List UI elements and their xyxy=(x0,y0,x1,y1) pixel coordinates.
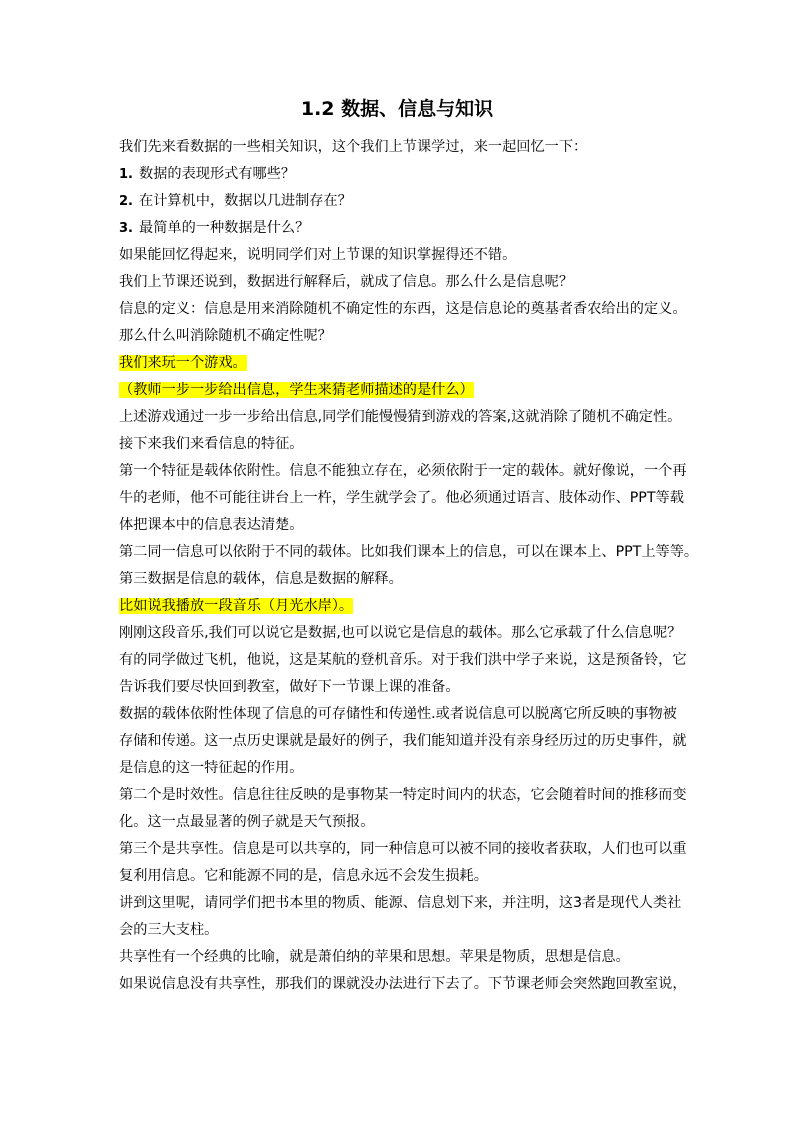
item-number: 2. xyxy=(119,194,133,209)
highlighted-text: 我们来玩一个游戏。 xyxy=(119,355,247,371)
paragraph-text: 数据的载体依附性体现了信息的可存储性和传递性.或者说信息可以脱离它所反映的事物被 xyxy=(119,706,677,722)
paragraph-line xyxy=(119,269,689,296)
paragraph-text: 第三数据是信息的载体，信息是数据的解释。 xyxy=(119,571,403,587)
paragraph-text: 接下来我们来看信息的特征。 xyxy=(119,436,304,452)
paragraph-line xyxy=(119,458,689,485)
paragraph-text: 我们先来看数据的一些相关知识，这个我们上节课学过，来一起回忆一下： xyxy=(119,139,588,155)
paragraph-line xyxy=(119,350,689,377)
numbered-item xyxy=(119,161,689,188)
paragraph-text: 如果能回忆得起来，说明同学们对上节课的知识掌握得还不错。 xyxy=(119,247,517,263)
paragraph-line xyxy=(119,917,689,944)
paragraph-line xyxy=(119,512,689,539)
paragraph-line xyxy=(119,404,689,431)
paragraph-line xyxy=(119,566,689,593)
paragraph-line xyxy=(119,836,689,863)
paragraph-line xyxy=(119,485,689,512)
paragraph-text: 讲到这里呢，请同学们把书本里的物质、能源、信息划下来，并注明，这3者是现代人类社 xyxy=(119,895,682,911)
paragraph-text: 那么什么叫消除随机不确定性呢？ xyxy=(119,328,332,344)
paragraph-line xyxy=(119,323,689,350)
paragraph-text: 复利用信息。它和能源不同的是，信息永远不会发生损耗。 xyxy=(119,868,488,884)
paragraph-text: 告诉我们要尽快回到教室，做好下一节课上课的准备。 xyxy=(119,679,460,695)
paragraph-text: 是信息的这一特征起的作用。 xyxy=(119,760,304,776)
item-number: 3. xyxy=(119,221,133,236)
paragraph-text: 存储和传递。这一点历史课就是最好的例子，我们能知道并没有亲身经历过的历史事件，就 xyxy=(119,733,687,749)
numbered-item xyxy=(119,215,689,242)
paragraph-line xyxy=(119,377,689,404)
document-title: 1.2 数据、信息与知识 xyxy=(300,98,494,120)
paragraph-text: 如果说信息没有共享性，那我们的课就没办法进行下去了。下节课老师会突然跑回教室说， xyxy=(119,976,687,992)
paragraph-text: 刚刚这段音乐,我们可以说它是数据,也可以说它是信息的载体。那么它承载了什么信息呢？ xyxy=(119,625,682,641)
document-body xyxy=(119,134,699,998)
paragraph-text: 最简单的一种数据是什么？ xyxy=(139,220,310,236)
paragraph-line xyxy=(119,890,689,917)
paragraph-line xyxy=(119,539,699,566)
paragraph-line xyxy=(119,809,689,836)
paragraph-text: 第一个特征是载体依附性。信息不能独立存在，必须依附于一定的载体。就好像说，一个再 xyxy=(119,463,687,479)
highlighted-text: 比如说我播放一段音乐（月光水岸）。 xyxy=(119,598,354,614)
paragraph-line xyxy=(119,620,689,647)
paragraph-text: 第二个是时效性。信息往往反映的是事物某一特定时间内的状态，它会随着时间的推移而变 xyxy=(119,787,687,803)
paragraph-text: 上述游戏通过一步一步给出信息,同学们能慢慢猜到游戏的答案,这就消除了随机不确定性。 xyxy=(119,409,682,425)
item-number: 1. xyxy=(119,167,133,182)
paragraph-text: 有的同学做过飞机，他说，这是某航的登机音乐。对于我们洪中学子来说，这是预备铃，它 xyxy=(119,652,687,668)
paragraph-text: 体把课本中的信息表达清楚。 xyxy=(119,517,304,533)
paragraph-line xyxy=(119,593,689,620)
paragraph-line xyxy=(119,728,689,755)
paragraph-text: 共享性有一个经典的比喻，就是萧伯纳的苹果和思想。苹果是物质，思想是信息。 xyxy=(119,949,630,965)
paragraph-line xyxy=(119,134,689,161)
paragraph-line xyxy=(119,863,689,890)
paragraph-line xyxy=(119,431,689,458)
paragraph-line xyxy=(119,782,689,809)
paragraph-line xyxy=(119,647,689,674)
paragraph-text: 在计算机中，数据以几进制存在？ xyxy=(139,193,352,209)
numbered-item xyxy=(119,188,689,215)
paragraph-line xyxy=(119,242,689,269)
paragraph-text: 化。这一点最显著的例子就是天气预报。 xyxy=(119,814,375,830)
paragraph-line xyxy=(119,674,689,701)
paragraph-line xyxy=(119,755,689,782)
highlighted-text: （教师一步一步给出信息，学生来猜老师描述的是什么） xyxy=(119,382,474,398)
paragraph-line xyxy=(119,944,689,971)
paragraph-line xyxy=(119,701,689,728)
paragraph-text: 信息的定义：信息是用来消除随机不确定性的东西，这是信息论的奠基者香农给出的定义。 xyxy=(119,301,687,317)
paragraph-line xyxy=(119,296,689,323)
paragraph-text: 牛的老师，他不可能往讲台上一杵，学生就学会了。他必须通过语言、肢体动作、PPT等载 xyxy=(119,490,684,506)
paragraph-text: 第二同一信息可以依附于不同的载体。比如我们课本上的信息，可以在课本上、PPT上等等。 xyxy=(119,544,699,560)
paragraph-text: 数据的表现形式有哪些？ xyxy=(139,166,296,182)
paragraph-text: 我们上节课还说到，数据进行解释后，就成了信息。那么什么是信息呢？ xyxy=(119,274,574,290)
paragraph-text: 会的三大支柱。 xyxy=(119,922,219,938)
paragraph-line xyxy=(119,971,689,998)
paragraph-text: 第三个是共享性。信息是可以共享的，同一种信息可以被不同的接收者获取，人们也可以重 xyxy=(119,841,687,857)
